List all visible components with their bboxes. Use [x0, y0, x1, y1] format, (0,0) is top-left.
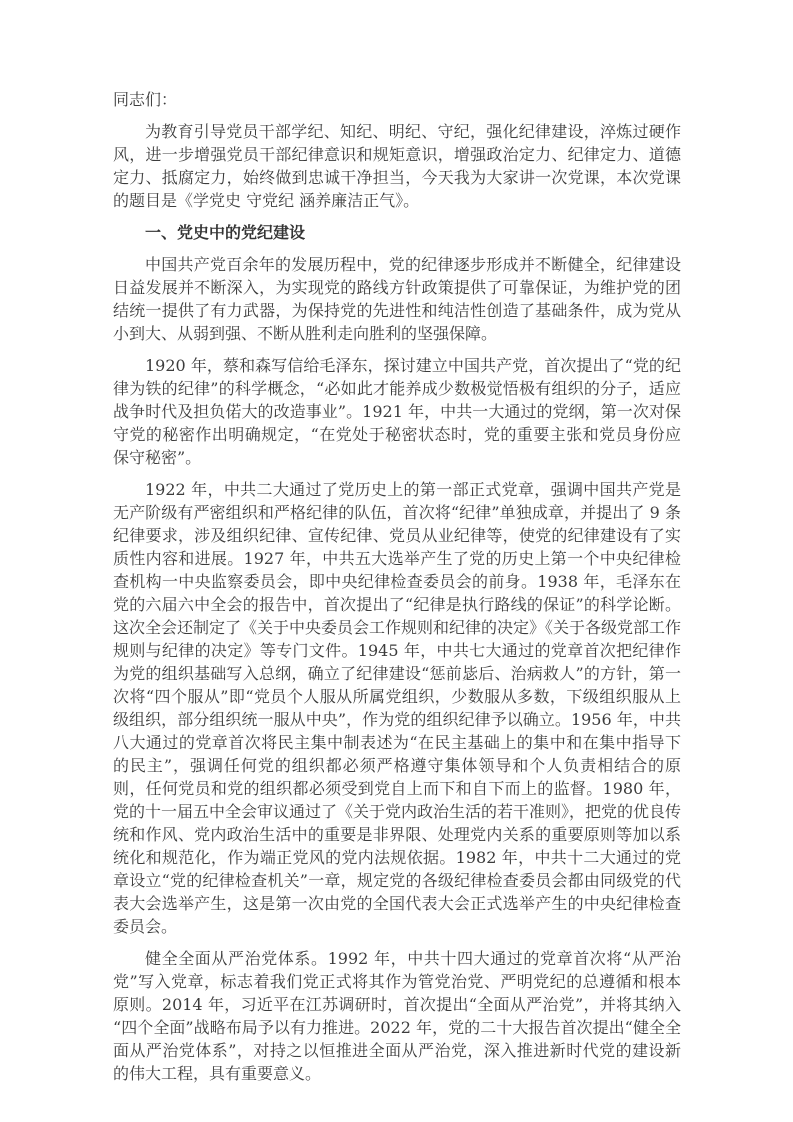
intro-paragraph: 为教育引导党员干部学纪、知纪、明纪、守纪，强化纪律建设，淬炼过硬作风，进一步增强党员干部纪律意识和规矩意识，增强政治定力、纪律定力、道德定力、抵腐定力，始终做到忠诚干净担当，今天我为大家讲一次党课，本次党课的题目是《学党史 守党纪 涵养廉洁正气》。 [113, 122, 681, 210]
document-body [113, 88, 681, 1085]
body-paragraph: 中国共产党百余年的发展历程中，党的纪律逐步形成并不断健全，纪律建设日益发展并不断深入，为实现党的路线方针政策提供了可靠保证，为维护党的团结统一提供了有力武器，为保持党的先进性和纯洁性创造了基础条件，成为党从小到大、从弱到强、不断从胜利走向胜利的坚强保障。 [113, 255, 681, 343]
section-heading: 一、党史中的党纪建设 [145, 223, 306, 242]
body-paragraph: 1922 年，中共二大通过了党历史上的第一部正式党章，强调中国共产党是无产阶级有严密组织和严格纪律的队伍，首次将“纪律”单独成章，并提出了 9 条纪律要求，涉及组织纪律、宣传纪律、党员从业纪律等，使党的纪律建设有了实质性内容和进展。1927 年，中共五大选举产生了党的历史上第一个中央纪律检查机构一中央监察委员会，即中央纪律检查委员会的前身。1938 年，毛泽东在党的六届六中全会的报告中，首次提出了“纪律是执行路线的保证”的科学论断。这次全会还制定了《关于中央委员会工作规则和纪律的决定》《关于各级党部工作规则与纪律的决定》等专门文件。1945 年，中共七大通过的党章首次把纪律作为党的组织基础写入总纲，确立了纪律建设“惩前毖后、治病救人”的方针，第一次将“四个服从”即“党员个人服从所属党组织，少数服从多数，下级组织服从上级组织，部分组织统一服从中央”，作为党的组织纪律予以确立。1956 年，中共八大通过的党章首次将民主集中制表述为“在民主基础上的集中和在集中指导下的民主”，强调任何党的组织都必须严格遵守集体领导和个人负责相结合的原则，任何党员和党的组织都必须受到党自上而下和自下而上的监督。1980 年，党的十一届五中全会审议通过了《关于党内政治生活的若干准则》，把党的优良传统和作风、党内政治生活中的重要是非界限、处理党内关系的重要原则等加以系统化和规范化，作为端正党风的党内法规依据。1982 年，中共十二大通过的党章设立“党的纪律检查机关”一章，规定党的各级纪律检查委员会都由同级党的代表大会选举产生，这是第一次由党的全国代表大会正式选举产生的中央纪律检查委员会。 [113, 480, 682, 936]
salutation-line: 同志们： [113, 90, 178, 109]
body-paragraph: 健全全面从严治党体系。1992 年，中共十四大通过的党章首次将“从严治党”写入党章，标志着我们党正式将其作为管党治党、严明党纪的总遵循和根本原则。2014 年，习近平在江苏调研时，首次提出“全面从严治党”，并将其纳入“四个全面”战略布局予以有力推进。2022 年，党的二十大报告首次提出“健全全面从严治党体系”，对持之以恒推进全面从严治党，深入推进新时代党的建设新的伟大工程，具有重要意义。 [113, 949, 681, 1083]
body-paragraph: 1920 年，蔡和森写信给毛泽东，探讨建立中国共产党，首次提出了“党的纪律为铁的纪律”的科学概念，“必如此才能养成少数极觉悟极有组织的分子，适应战争时代及担负偌大的改造事业”。1921 年，中共一大通过的党纲，第一次对保守党的秘密作出明确规定，“在党处于秘密状态时，党的重要主张和党员身份应保守秘密”。 [113, 356, 681, 467]
